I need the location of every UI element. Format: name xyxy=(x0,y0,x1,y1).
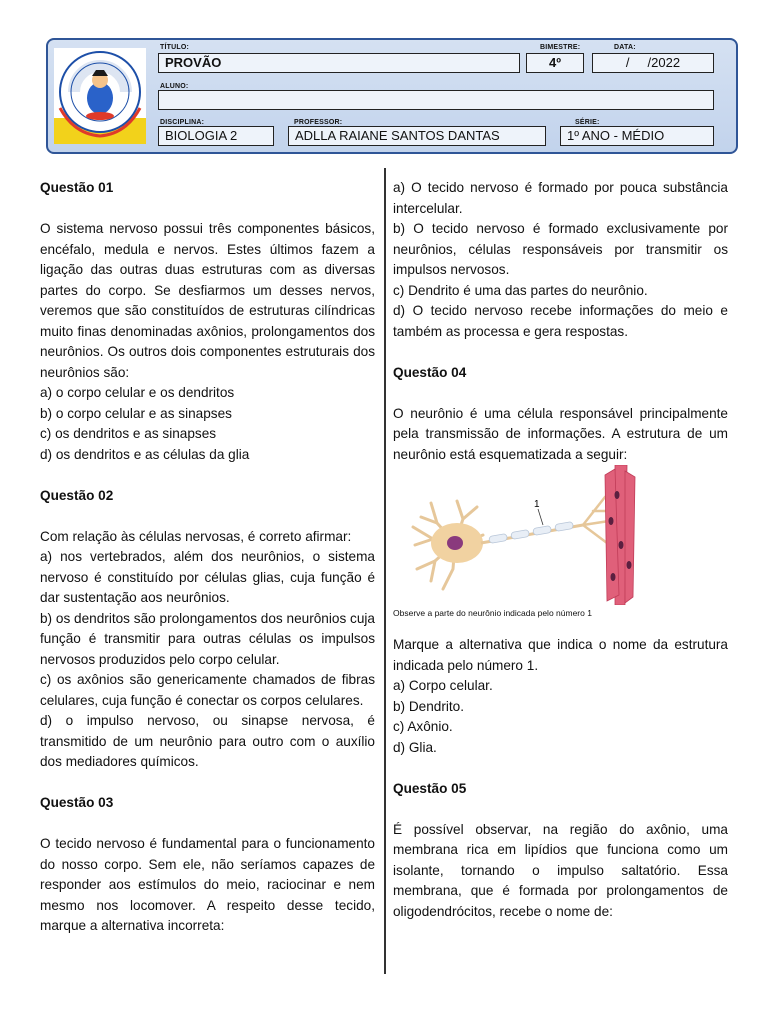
date-label: DATA: xyxy=(614,44,636,51)
title-label: TÍTULO: xyxy=(160,44,190,51)
date-field[interactable]: / /2022 xyxy=(592,53,714,73)
left-column xyxy=(40,178,375,937)
question-05-text: É possível observar, na região do axônio, uma membrana rica em lipídios que funciona como um isolante, tornando o impulso saltatório. Essa membrana, que é formada por prolongamentos de oligodendrócitos, recebe o nome de: xyxy=(393,821,728,919)
question-01-option-a: a) o corpo celular e os dendritos xyxy=(40,385,235,400)
question-03-option-a: a) O tecido nervoso é formado por pouca substância intercelular. xyxy=(393,180,728,216)
discipline-field[interactable]: BIOLOGIA 2 xyxy=(158,126,274,146)
question-01-option-b: b) o corpo celular e as sinapses xyxy=(40,405,232,421)
question-01-text: O sistema nervoso possui três componentes básicos, encéfalo, medula e nervos. Estes últimos fazem a ligação das outras duas estruturas com as diversas partes do corpo. Se desfiarmos um desses nervos, veremos que são constituídos de estruturas cilíndricas muito finas denominadas axônios, prolongamentos dos neurônios. Os outros dois componentes estruturais dos neurônios são: xyxy=(40,221,375,380)
teacher-label: PROFESSOR: xyxy=(294,119,343,126)
title-field[interactable]: PROVÃO xyxy=(158,53,520,73)
question-02-title: Questão 02 xyxy=(40,487,114,503)
exam-header xyxy=(46,38,738,154)
question-02-option-b: b) os dendritos são prolongamentos dos neurônios cuja função é transmitir para outras células os impulsos nervosos produzidos pelo corpo celular. xyxy=(40,610,375,667)
question-03-option-c: c) Dendrito é uma das partes do neurônio. xyxy=(393,282,648,298)
question-02-text: Com relação às células nervosas, é correto afirmar: xyxy=(40,528,352,544)
student-label: ALUNO: xyxy=(160,83,189,90)
question-04-option-a: a) Corpo celular. xyxy=(393,678,493,693)
question-03-text: O tecido nervoso é fundamental para o funcionamento do nosso corpo. Sem ele, não seríamos capazes de responder aos estímulos do meio, raciocinar e nem mesmo nos locomover. A respeito desse tecido, marque a alternativa incorreta: xyxy=(40,836,375,933)
grade-label: SÉRIE: xyxy=(575,119,600,126)
bimester-label: BIMESTRE: xyxy=(540,44,581,51)
question-02-option-a: a) nos vertebrados, além dos neurônios, o sistema nervoso é constituído por células glias, cuja função é dar sustentação aos neurônios. xyxy=(40,549,375,605)
neuron-figure xyxy=(393,465,637,605)
question-04-option-b: b) Dendrito. xyxy=(393,698,465,714)
question-01-option-c: c) os dendritos e as sinapses xyxy=(40,426,217,441)
student-field[interactable] xyxy=(158,90,714,110)
question-04-option-d: d) Glia. xyxy=(393,739,437,755)
question-04-text: Marque a alternativa que indica o nome da estrutura indicada pelo número 1. xyxy=(393,637,728,673)
question-05-title: Questão 05 xyxy=(393,780,467,796)
discipline-label: DISCIPLINA: xyxy=(160,119,205,126)
teacher-field[interactable]: ADLLA RAIANE SANTOS DANTAS xyxy=(288,126,546,146)
school-logo xyxy=(54,48,146,144)
question-01-title: Questão 01 xyxy=(40,180,114,195)
question-02-option-d: d) o impulso nervoso, ou sinapse nervosa, é transmitido de um neurônio para outro com o auxílio dos mediadores químicos. xyxy=(40,713,375,769)
figure-caption: Observe a parte do neurônio indicada pelo número 1 xyxy=(393,608,592,618)
question-03-option-d: d) O tecido nervoso recebe informações do meio e também as processa e gera respostas. xyxy=(393,303,728,339)
question-03-title: Questão 03 xyxy=(40,795,114,810)
question-02-option-c: c) os axônios são genericamente chamados de fibras celulares, cuja função é conectar os corpos celulares. xyxy=(40,672,375,708)
grade-field[interactable]: 1º ANO - MÉDIO xyxy=(560,126,714,146)
question-01-option-d: d) os dendritos e as células da glia xyxy=(40,446,250,462)
figure-label-1: 1 xyxy=(534,499,540,510)
bimester-field[interactable]: 4º xyxy=(526,53,584,73)
right-column xyxy=(393,178,728,922)
question-04-option-c: c) Axônio. xyxy=(393,719,453,734)
question-03-option-b: b) O tecido nervoso é formado exclusivamente por neurônios, células responsáveis por transmitir os impulsos nervosos. xyxy=(393,221,728,277)
column-divider xyxy=(384,168,386,974)
question-04-intro: O neurônio é uma célula responsável principalmente pela transmissão de informações. A estrutura de um neurônio está esquematizada a seguir: xyxy=(393,405,728,462)
question-04-title: Questão 04 xyxy=(393,364,467,380)
